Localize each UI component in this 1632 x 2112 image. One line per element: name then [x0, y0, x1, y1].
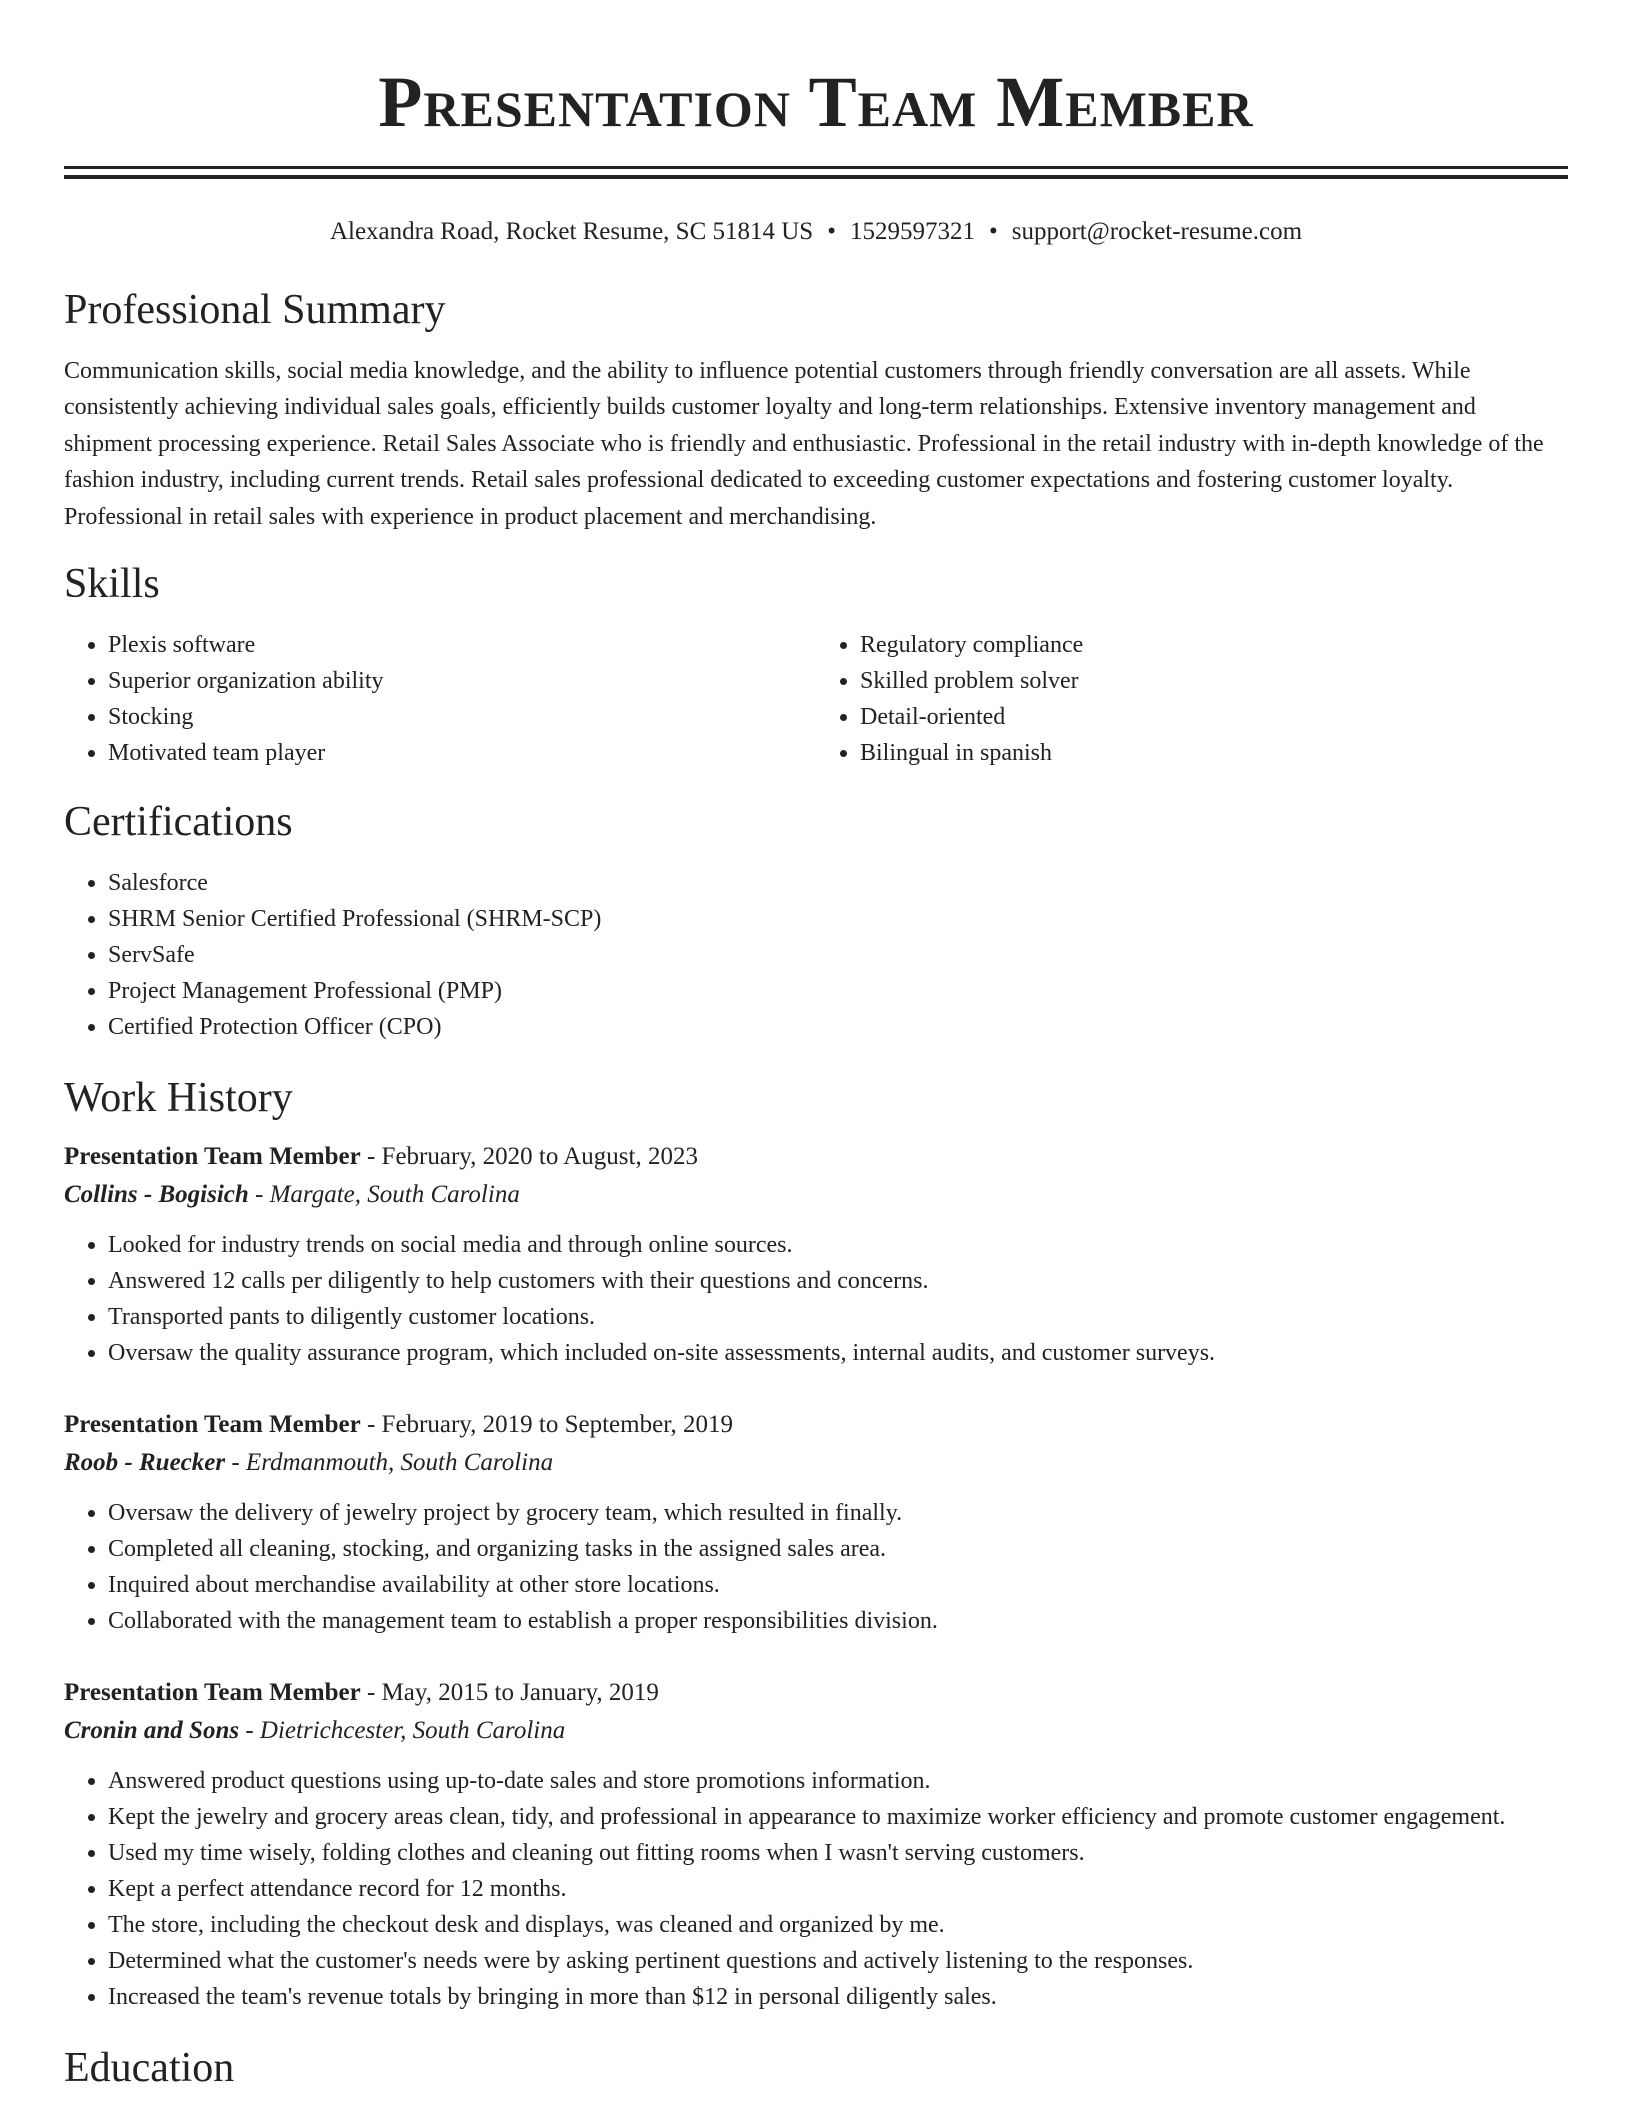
job-bullets — [64, 1763, 1568, 2015]
certification-item: • Project Management Professional (PMP) — [108, 973, 1568, 1009]
contact-separator: • — [988, 218, 998, 245]
skill-item: • Skilled problem solver — [860, 663, 1568, 699]
contact-email: support@rocket-resume.com — [1011, 218, 1303, 245]
job-bullet: • Completed all cleaning, stocking, and organizing tasks in the assigned sales area. — [108, 1531, 1568, 1567]
resume-page — [64, 0, 1568, 2093]
title-rule-top — [64, 166, 1568, 169]
job-title: Presentation Team Member — [64, 1143, 361, 1171]
job-bullet: • The store, including the checkout desk and displays, was cleaned and organized by me. — [108, 1907, 1568, 1943]
job-company: Collins - Bogisich — [64, 1181, 249, 1209]
education-heading: Education — [64, 2045, 235, 2092]
summary-heading: Professional Summary — [64, 287, 446, 333]
job-bullet: • Increased the team's revenue totals by bringing in more than $12 in personal diligently sales. — [108, 1979, 1568, 2015]
job-company-line — [64, 1443, 1568, 1483]
skills-list-left — [64, 627, 816, 771]
contact-phone: 1529597321 — [849, 218, 975, 245]
contact-separator: • — [827, 218, 836, 245]
job-bullet: • Transported pants to diligently customer locations. — [108, 1299, 1568, 1335]
job-bullets — [64, 1495, 1568, 1639]
job-title-line — [64, 1675, 1568, 1711]
job-bullet: • Oversaw the delivery of jewelry project by grocery team, which resulted in finally. — [108, 1495, 1568, 1531]
job-bullet: • Determined what the customer's needs were by asking pertinent questions and actively listening to the responses. — [108, 1943, 1568, 1979]
job-bullets — [64, 1227, 1568, 1371]
certification-item: • ServSafe — [108, 937, 1568, 973]
title-rule-bottom — [64, 175, 1568, 179]
skill-item: • Bilingual in spanish — [860, 735, 1568, 771]
skills-list-right — [816, 627, 1568, 771]
certification-item: • Salesforce — [108, 865, 1568, 901]
skill-item: • Superior organization ability — [108, 663, 816, 699]
job-bullet: • Kept a perfect attendance record for 12 months. — [108, 1871, 1568, 1907]
certification-item: • Certified Protection Officer (CPO) — [108, 1009, 1568, 1045]
job-entry — [64, 1139, 1568, 1371]
skill-item: • Motivated team player — [108, 735, 816, 771]
job-company: Roob - Ruecker — [64, 1449, 226, 1477]
skill-item: • Stocking — [108, 699, 816, 735]
job-title-line — [64, 1139, 1568, 1175]
job-entry — [64, 1407, 1568, 1639]
job-company-line — [64, 1711, 1568, 1751]
job-title: Presentation Team Member — [64, 1679, 361, 1707]
job-company-line — [64, 1175, 1568, 1215]
skills-columns — [64, 627, 1568, 771]
job-location: - Erdmanmouth, South Carolina — [225, 1449, 554, 1477]
job-bullet: • Kept the jewelry and grocery areas clean, tidy, and professional in appearance to maximize worker efficiency and promote customer engagement. — [108, 1799, 1568, 1835]
job-bullet: • Answered product questions using up-to-date sales and store promotions information. — [108, 1763, 1568, 1799]
job-title-line — [64, 1407, 1568, 1443]
certifications-list — [64, 865, 1568, 1045]
job-location: - Margate, South Carolina — [248, 1181, 520, 1209]
job-bullet: • Answered 12 calls per diligently to help customers with their questions and concerns. — [108, 1263, 1568, 1299]
job-bullet: • Collaborated with the management team to establish a proper responsibilities division. — [108, 1603, 1568, 1639]
resume-title: Presentation Team Member — [378, 62, 1254, 142]
job-bullet: • Oversaw the quality assurance program, which included on-site assessments, internal audits, and customer surveys. — [108, 1335, 1568, 1371]
skill-item: • Plexis software — [108, 627, 816, 663]
job-dates: - May, 2015 to January, 2019 — [360, 1679, 659, 1707]
job-bullet: • Used my time wisely, folding clothes and cleaning out fitting rooms when I wasn't serving customers. — [108, 1835, 1568, 1871]
job-entry — [64, 1675, 1568, 2015]
job-dates: - February, 2020 to August, 2023 — [360, 1143, 698, 1171]
certification-item: • SHRM Senior Certified Professional (SHRM-SCP) — [108, 901, 1568, 937]
job-location: - Dietrichcester, South Carolina — [239, 1717, 566, 1745]
job-bullet: • Looked for industry trends on social media and through online sources. — [108, 1227, 1568, 1263]
contact-line — [64, 217, 1568, 247]
job-bullet: • Inquired about merchandise availability at other store locations. — [108, 1567, 1568, 1603]
job-dates: - February, 2019 to September, 2019 — [360, 1411, 734, 1439]
skill-item: • Regulatory compliance — [860, 627, 1568, 663]
contact-address: Alexandra Road, Rocket Resume, SC 51814 US — [329, 218, 814, 245]
summary-text: Communication skills, social media knowledge, and the ability to influence potential customers through friendly conversation are all assets. While consistently achieving individual sales goals, efficiently builds customer loyalty and long-term relationships. Extensive inventory management and shipment processing experience. Retail Sales Associate who is friendly and enthusiastic. Professional in the retail industry with in-depth knowledge of the fashion industry, including current trends. Retail sales professional dedicated to exceeding customer expectations and fostering customer loyalty. Professional in retail sales with experience in product placement and merchandising. — [64, 358, 1544, 530]
skill-item: • Detail-oriented — [860, 699, 1568, 735]
work-history-heading: Work History — [64, 1075, 293, 1122]
skills-heading: Skills — [64, 561, 160, 608]
job-title: Presentation Team Member — [64, 1411, 361, 1439]
certifications-heading: Certifications — [64, 799, 293, 846]
job-company: Cronin and Sons — [64, 1717, 240, 1745]
